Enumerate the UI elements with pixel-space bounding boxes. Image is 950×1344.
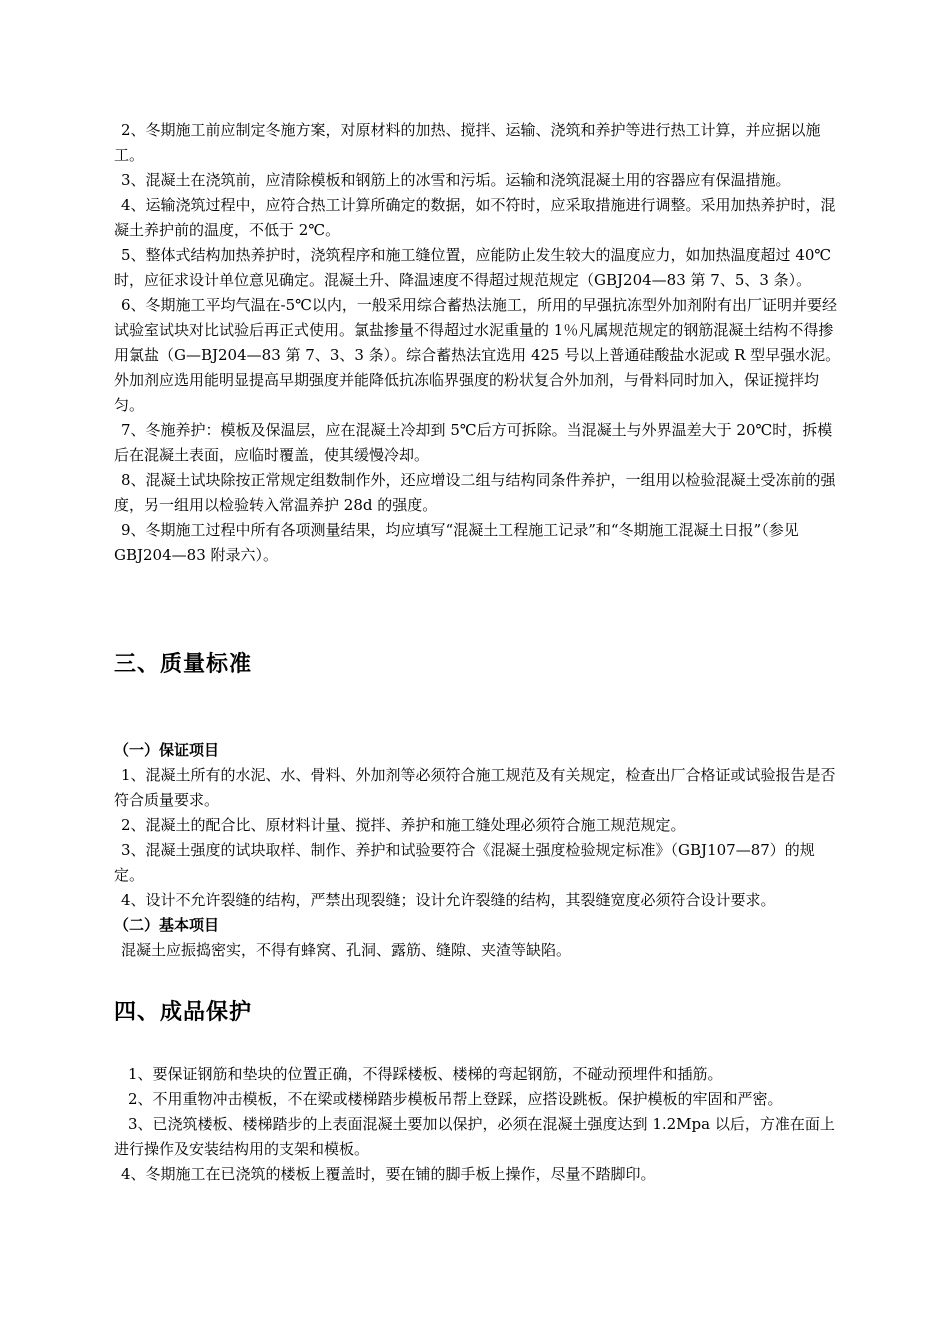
- section-title-product-protection: 四、成品保护: [114, 1000, 253, 1025]
- list-item: 2、混凝土的配合比、原材料计量、搅拌、养护和施工缝处理必须符合施工规范规定。: [121, 816, 686, 834]
- winter-construction-items: [114, 118, 844, 568]
- basic-item-text: 混凝土应振捣密实，不得有蜂窝、孔洞、露筋、缝隙、夹渣等缺陷。: [121, 941, 572, 959]
- list-item: 4、设计不允许裂缝的结构，严禁出现裂缝；设计允许裂缝的结构，其裂缝宽度必须符合设计要求。: [121, 891, 776, 909]
- list-item: 4、运输浇筑过程中，应符合热工计算所确定的数据，如不符时，应采取措施进行调整。采用加热养护时，混凝土养护前的温度，不低于 2℃。: [114, 196, 836, 239]
- list-item: 6、冬期施工平均气温在-5℃以内，一般采用综合蓄热法施工，所用的早强抗冻型外加剂附有出厂证明并要经试验室试块对比试验后再正式使用。氯盐掺量不得超过水泥重量的 1％凡属规范规定的钢筋混凝土结构不得掺用氯盐（G—BJ204—83 第 7、3、3 条）。综合蓄热法宜选用 425 号以上普通硅酸盐水泥或 R 型早强水泥。外加剂应选用能明显提高早期强度并能降低抗冻临界强度的粉状复合外加剂，与骨料同时加入，保证搅拌均匀。: [114, 296, 841, 414]
- list-item: 3、混凝土在浇筑前，应清除模板和钢筋上的冰雪和污垢。运输和浇筑混凝土用的容器应有保温措施。: [121, 171, 791, 189]
- list-item: 2、冬期施工前应制定冬施方案，对原材料的加热、搅拌、运输、浇筑和养护等进行热工计算，并应据以施工。: [114, 121, 821, 164]
- list-item: 9、冬期施工过程中所有各项测量结果，均应填写“混凝土工程施工记录”和“冬期施工混凝土日报”（参见 GBJ204—83 附录六）。: [114, 521, 799, 564]
- list-item: 8、混凝土试块除按正常规定组数制作外，还应增设二组与结构同条件养护，一组用以检验混凝土受冻前的强度，另一组用以检验转入常温养护 28d 的强度。: [114, 471, 836, 514]
- list-item: 2、不用重物冲击模板，不在梁或楼梯踏步模板吊帮上登踩，应搭设跳板。保护模板的牢固和严密。: [128, 1090, 783, 1108]
- list-item: 7、冬施养护：模板及保温层，应在混凝土冷却到 5℃后方可拆除。当混凝土与外界温差大于 20℃时，拆模后在混凝土表面，应临时覆盖，使其缓慢冷却。: [114, 421, 833, 464]
- section-title-quality-standard: 三、质量标准: [114, 652, 253, 677]
- list-item: 4、冬期施工在已浇筑的楼板上覆盖时，要在铺的脚手板上操作，尽量不踏脚印。: [121, 1165, 656, 1183]
- list-item: 1、混凝土所有的水泥、水、骨料、外加剂等必须符合施工规范及有关规定，检查出厂合格证或试验报告是否符合质量要求。: [114, 766, 836, 809]
- subsection-title-guarantee-items: （一）保证项目: [114, 741, 220, 759]
- product-protection-items: [114, 1062, 844, 1187]
- list-item: 3、混凝土强度的试块取样、制作、养护和试验要符合《混凝土强度检验规定标准》（GBJ107—87）的规定。: [114, 841, 815, 884]
- list-item: 1、要保证钢筋和垫块的位置正确，不得踩楼板、楼梯的弯起钢筋，不碰动预埋件和插筋。: [128, 1065, 723, 1083]
- list-item: 3、已浇筑楼板、楼梯踏步的上表面混凝土要加以保护，必须在混凝土强度达到 1.2Mpa 以后，方准在面上进行操作及安装结构用的支架和模板。: [114, 1115, 835, 1158]
- list-item: 5、整体式结构加热养护时，浇筑程序和施工缝位置，应能防止发生较大的温度应力，如加热温度超过 40℃时，应征求设计单位意见确定。混凝土升、降温速度不得超过规范规定（GBJ204—83 第 7、5、3 条）。: [114, 246, 832, 289]
- subsection-title-basic-items: （二）基本项目: [114, 916, 220, 934]
- quality-standard-content: [114, 738, 844, 963]
